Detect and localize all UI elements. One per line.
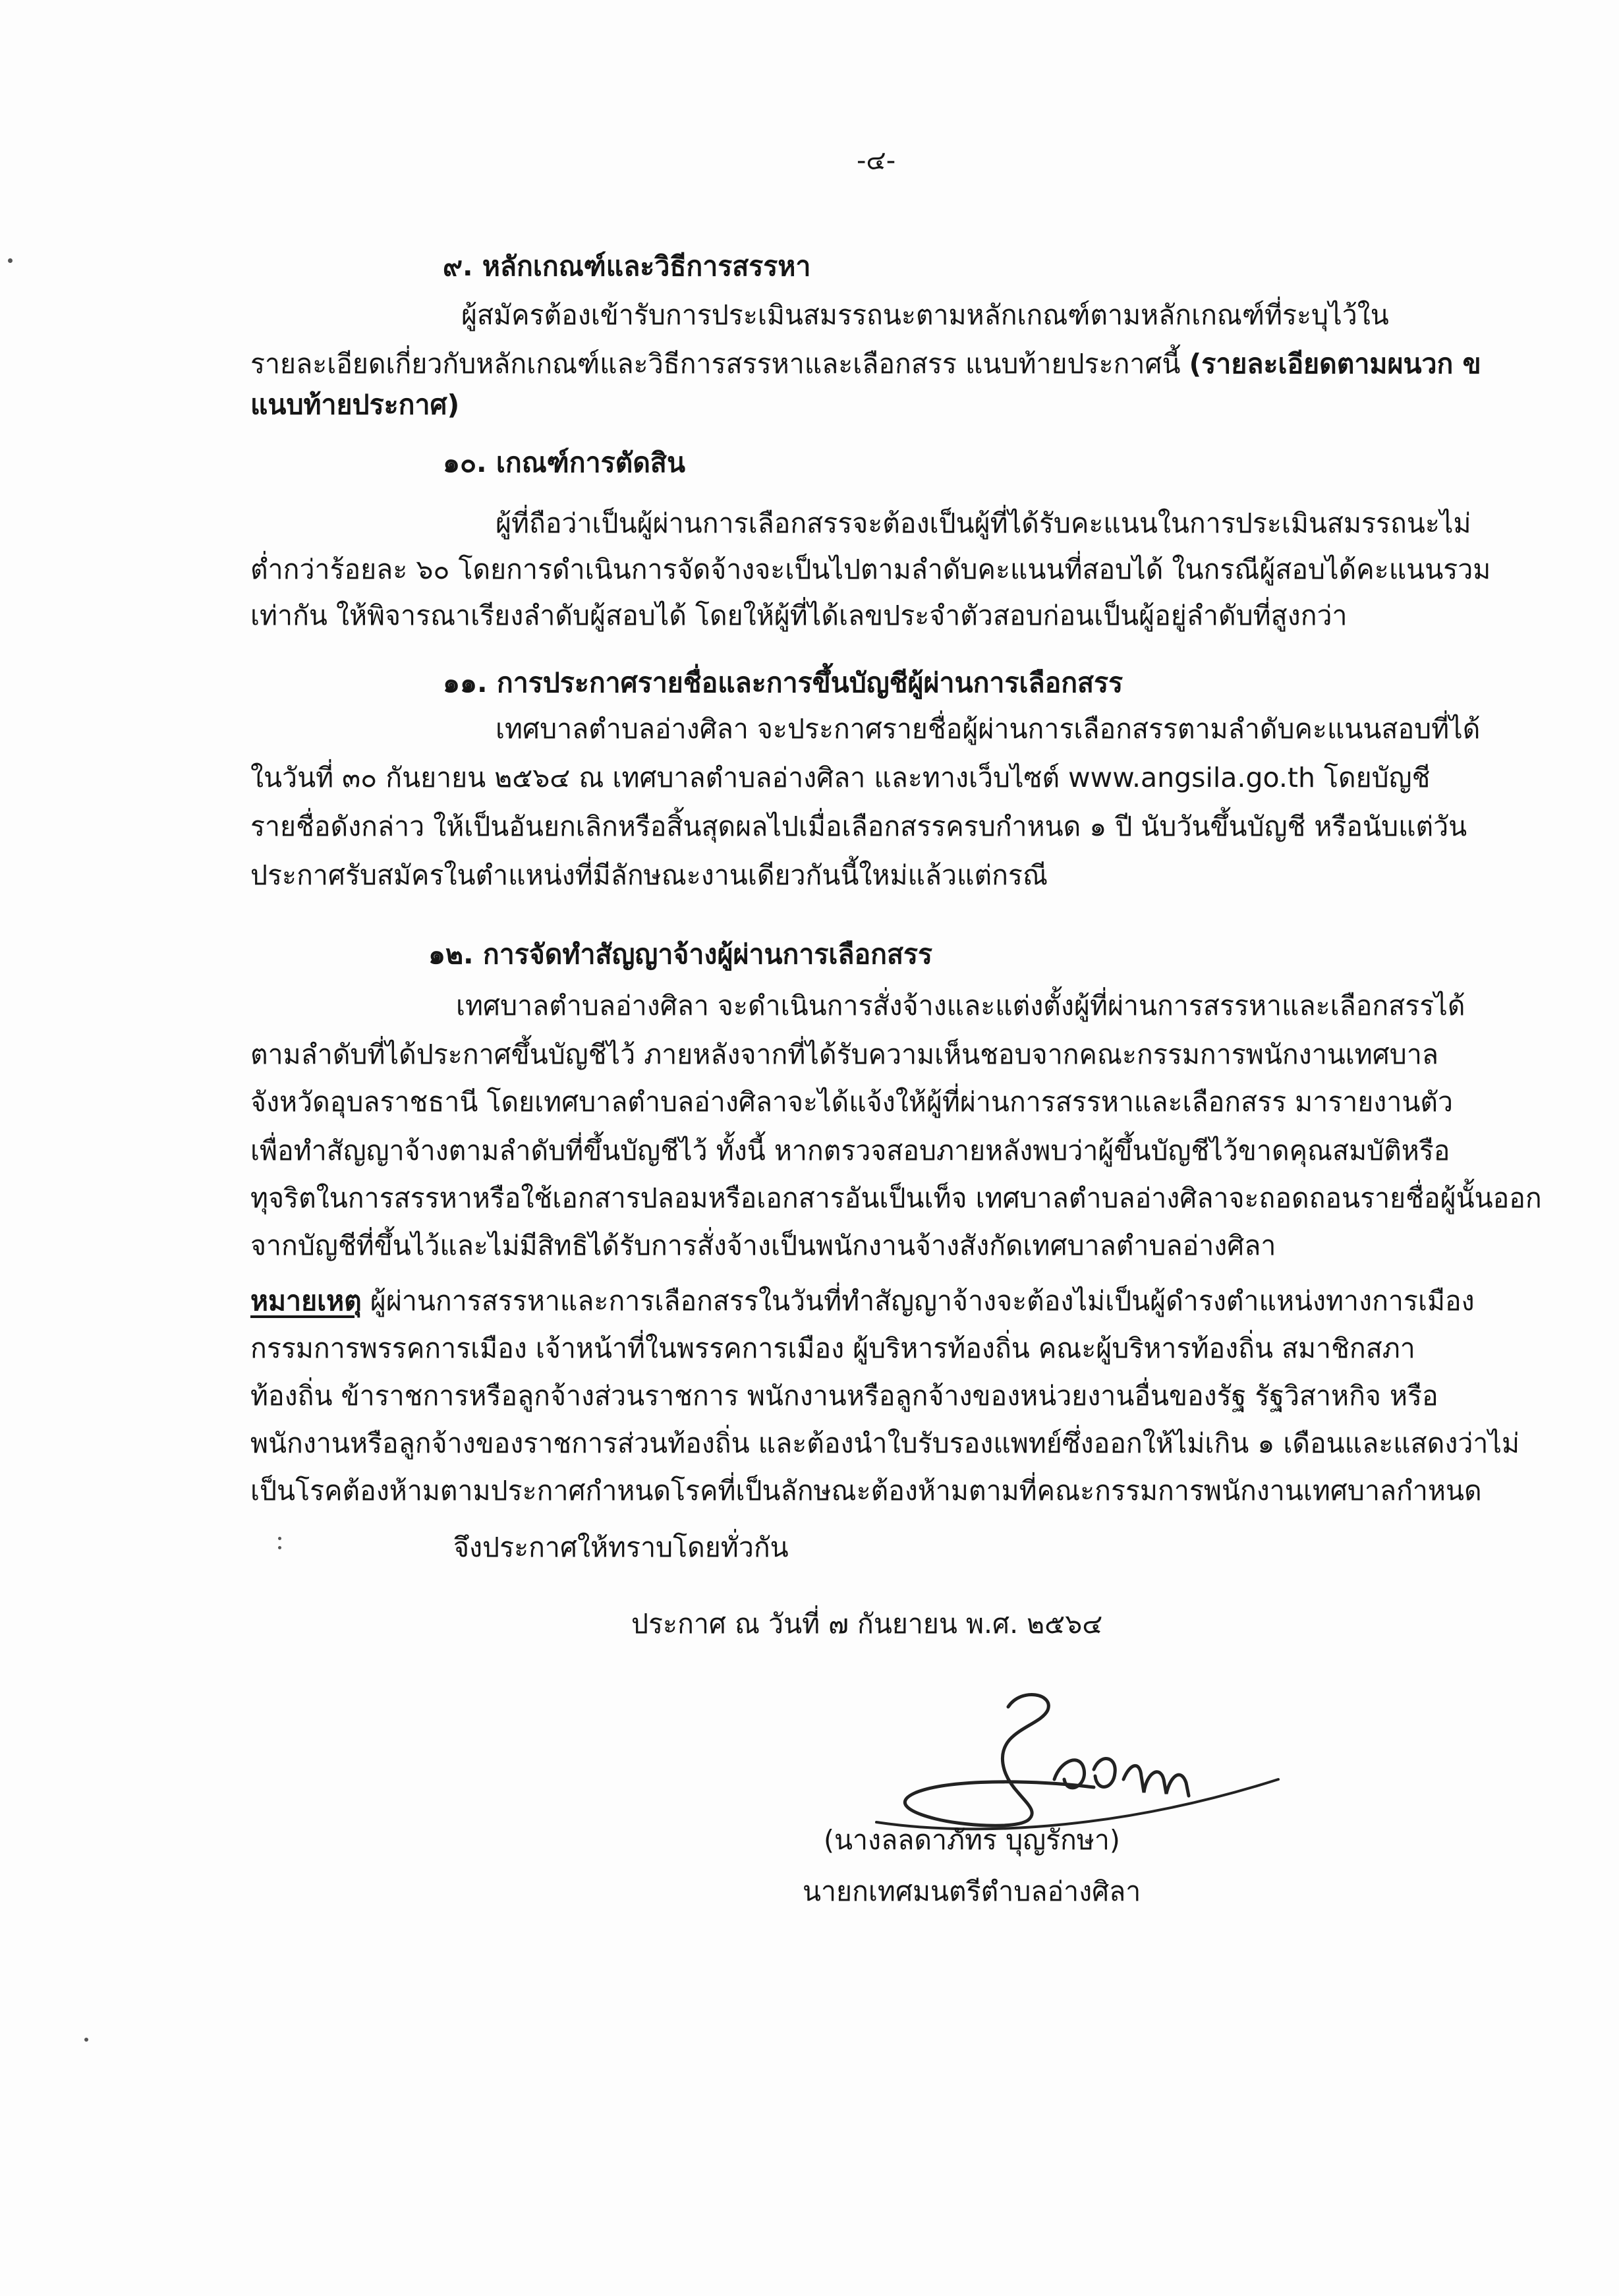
section-11-line-2: ในวันที่ ๓๐ กันยายน ๒๕๖๔ ณ เทศบาลตำบลอ่างศิลา และทางเว็บไซต์ www.angsila.go.th โดยบัญชี bbox=[250, 762, 1431, 793]
section-10-line-3: เท่ากัน ให้พิจารณาเรียงลำดับผู้สอบได้ โดยให้ผู้ที่ได้เลขประจำตัวสอบก่อนเป็นผู้อยู่ลำดับที่สูงกว่า bbox=[250, 600, 1348, 631]
section-9-line-3: แนบท้ายประกาศ) bbox=[250, 389, 460, 420]
scan-speck bbox=[8, 258, 13, 263]
section-12-line-5: ทุจริตในการสรรหาหรือใช้เอกสารปลอมหรือเอกสารอันเป็นเท็จ เทศบาลตำบลอ่างศิลาจะถอดถอนรายชื่อผู้นั้นออก bbox=[250, 1182, 1542, 1214]
section-10-heading: ๑๐. เกณฑ์การตัดสิน bbox=[443, 447, 685, 478]
section-11-line-1: เทศบาลตำบลอ่างศิลา จะประกาศรายชื่อผู้ผ่านการเลือกสรรตามลำดับคะแนนสอบที่ได้ bbox=[496, 713, 1481, 745]
section-11-line-4: ประกาศรับสมัครในตำแหน่งที่มีลักษณะงานเดียวกันนี้ใหม่แล้วแต่กรณี bbox=[250, 859, 1048, 891]
section-9-line-2-bold: (รายละเอียดตามผนวก ข bbox=[1189, 348, 1481, 380]
section-10-line-1: ผู้ที่ถือว่าเป็นผู้ผ่านการเลือกสรรจะต้องเป็นผู้ที่ได้รับคะแนนในการประเมินสมรรถนะไม่ bbox=[496, 507, 1471, 539]
remark-line-5: เป็นโรคต้องห้ามตามประกาศกำหนดโรคที่เป็นลักษณะต้องห้ามตามที่คณะกรรมการพนักงานเทศบาลกำหนด bbox=[250, 1475, 1482, 1507]
section-12-line-1: เทศบาลตำบลอ่างศิลา จะดำเนินการสั่งจ้างและแต่งตั้งผู้ที่ผ่านการสรรหาและเลือกสรรได้ bbox=[456, 990, 1465, 1021]
scan-speck bbox=[278, 1537, 281, 1540]
section-9-line-2-text: รายละเอียดเกี่ยวกับหลักเกณฑ์และวิธีการสรรหาและเลือกสรร แนบท้ายประกาศนี้ bbox=[250, 348, 1189, 380]
section-9-heading: ๙. หลักเกณฑ์และวิธีการสรรหา bbox=[443, 250, 811, 282]
scan-speck bbox=[278, 1546, 281, 1549]
closing-statement: จึงประกาศให้ทราบโดยทั่วกัน bbox=[453, 1532, 789, 1563]
remark-line-2: กรรมการพรรคการเมือง เจ้าหน้าที่ในพรรคการเมือง ผู้บริหารท้องถิ่น คณะผู้บริหารท้องถิ่น สมาชิกสภา bbox=[250, 1333, 1415, 1364]
remark-line-1-text: ผู้ผ่านการสรรหาและการเลือกสรรในวันที่ทำสัญญาจ้างจะต้องไม่เป็นผู้ดำรงตำแหน่งทางการเมือง bbox=[361, 1285, 1475, 1317]
section-12-heading: ๑๒. การจัดทำสัญญาจ้างผู้ผ่านการเลือกสรร bbox=[428, 938, 933, 970]
section-12-line-3: จังหวัดอุบลราชธานี โดยเทศบาลตำบลอ่างศิลาจะได้แจ้งให้ผู้ที่ผ่านการสรรหาและเลือกสรร มารายงานตัว bbox=[250, 1086, 1454, 1118]
remark-label: หมายเหตุ bbox=[250, 1285, 362, 1317]
section-11-heading: ๑๑. การประกาศรายชื่อและการขึ้นบัญชีผู้ผ่านการเลือกสรร bbox=[443, 667, 1123, 699]
signatory-position: นายกเทศมนตรีตำบลอ่างศิลา bbox=[803, 1876, 1141, 1907]
remark-line-1 bbox=[250, 1284, 1475, 1318]
scan-speck bbox=[84, 2038, 88, 2042]
page-number: -๔- bbox=[857, 146, 896, 176]
section-12-line-4: เพื่อทำสัญญาจ้างตามลำดับที่ขึ้นบัญชีไว้ ทั้งนี้ หากตรวจสอบภายหลังพบว่าผู้ขึ้นบัญชีไว้ขาดคุณสมบัติหรือ bbox=[250, 1135, 1450, 1166]
section-12-line-2: ตามลำดับที่ได้ประกาศขึ้นบัญชีไว้ ภายหลังจากที่ได้รับความเห็นชอบจากคณะกรรมการพนักงานเทศบาล bbox=[250, 1039, 1438, 1070]
section-9-line-2 bbox=[250, 347, 1481, 381]
remark-line-3: ท้องถิ่น ข้าราชการหรือลูกจ้างส่วนราชการ พนักงานหรือลูกจ้างของหน่วยงานอื่นของรัฐ รัฐวิสาหกิจ หรือ bbox=[250, 1380, 1438, 1412]
signatory-name: (นางลลดาภัทร บุญรักษา) bbox=[824, 1824, 1120, 1856]
announcement-date: ประกาศ ณ วันที่ ๗ กันยายน พ.ศ. ๒๕๖๔ bbox=[631, 1608, 1103, 1640]
section-12-line-6: จากบัญชีที่ขึ้นไว้และไม่มีสิทธิได้รับการสั่งจ้างเป็นพนักงานจ้างสังกัดเทศบาลตำบลอ่างศิลา bbox=[250, 1230, 1276, 1261]
section-9-line-1: ผู้สมัครต้องเข้ารับการประเมินสมรรถนะตามหลักเกณฑ์ตามหลักเกณฑ์ที่ระบุไว้ใน bbox=[461, 299, 1389, 331]
remark-line-4: พนักงานหรือลูกจ้างของราชการส่วนท้องถิ่น และต้องนำใบรับรองแพทย์ซึ่งออกให้ไม่เกิน ๑ เดือนและแสดงว่าไม่ bbox=[250, 1427, 1520, 1459]
section-11-line-3: รายชื่อดังกล่าว ให้เป็นอันยกเลิกหรือสิ้นสุดผลไปเมื่อเลือกสรรครบกำหนด ๑ ปี นับวันขึ้นบัญชี หรือนับแต่วัน bbox=[250, 811, 1467, 842]
section-10-line-2: ต่ำกว่าร้อยละ ๖๐ โดยการดำเนินการจัดจ้างจะเป็นไปตามลำดับคะแนนที่สอบได้ ในกรณีผู้สอบได้คะแนนรวม bbox=[250, 554, 1491, 585]
